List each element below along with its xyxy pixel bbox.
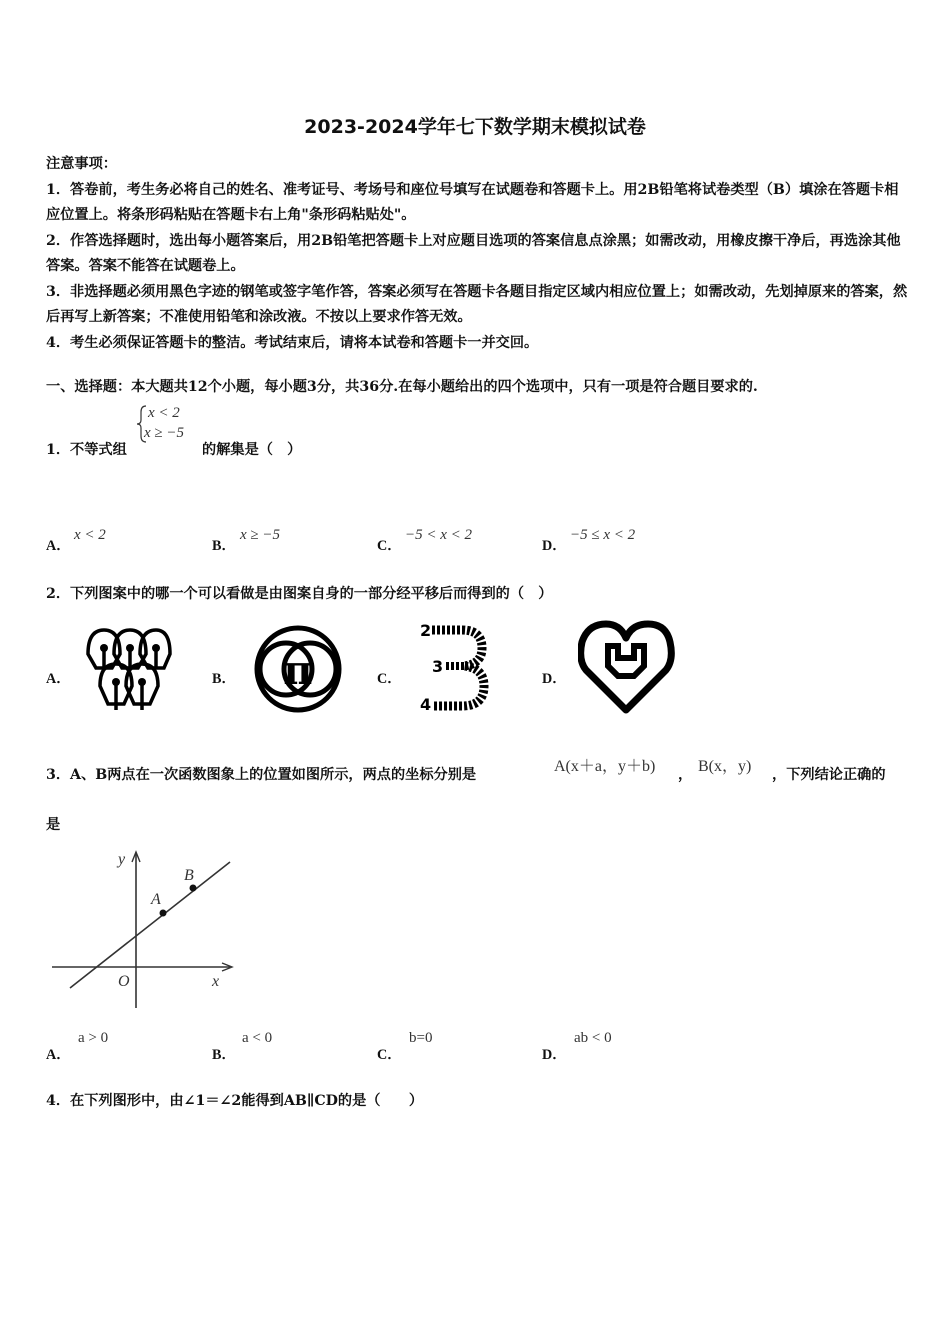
point-b-dot — [190, 885, 197, 892]
q1-option-a-label: A． — [46, 538, 71, 554]
origin-label: O — [118, 973, 130, 990]
q2-figure-b — [246, 624, 350, 714]
q2-text: 2．下列图案中的哪一个可以看做是由图案自身的一部分经平移后而得到的（ ） — [46, 586, 553, 602]
q3-graph — [50, 848, 240, 1012]
q3-prefix: 3．A、B两点在一次函数图象上的位置如图所示，两点的坐标分别是 — [46, 767, 477, 783]
q1-option-b-math: x ≥ −5 — [240, 527, 281, 543]
q2-option-d-label: D． — [542, 671, 567, 687]
q1-inequality-system — [136, 402, 200, 446]
point-a-label: A — [151, 891, 161, 908]
q3-option-d-label: D． — [542, 1047, 567, 1063]
digit-2: 2 — [420, 621, 432, 640]
q3-comma: ， — [678, 767, 693, 783]
q3-option-c-label: C． — [377, 1047, 402, 1063]
q3-point-a: A(x＋a，y＋b) — [554, 758, 656, 775]
q4-text: 4．在下列图形中，由∠1＝∠2能得到AB∥CD的是（ ） — [46, 1093, 424, 1109]
q1-option-d-math: −5 ≤ x < 2 — [570, 527, 636, 543]
q2-figure-c — [418, 620, 490, 716]
notice-item: 3．非选择题必须用黑色字迹的钢笔或签字笔作答，答案必须写在答题卡各题目指定区域内相应位置上；如需改动，先划掉原来的答案，然后再写上新答案；不准使用铅笔和涂改液。不按以上要求作答无效。 — [46, 283, 908, 325]
notice-item: 1．答卷前，考生务必将自己的姓名、准考证号、考场号和座位号填写在试题卷和答题卡上。用2B铅笔将试卷类型（B）填涂在答题卡相应位置上。将条形码粘贴在答题卡右上角"条形码粘贴处"。 — [46, 181, 899, 223]
notice-item: 2．作答选择题时，选出每小题答案后，用2B铅笔把答题卡上对应题目选项的答案信息点涂黑；如需改动，用橡皮擦干净后，再选涂其他答案。答案不能答在试题卷上。 — [46, 232, 901, 274]
q3-option-b-math: a < 0 — [242, 1030, 273, 1046]
q3-option-a-math: a > 0 — [78, 1030, 109, 1046]
q3-point-b: B(x，y) — [698, 758, 752, 775]
point-b-label: B — [184, 867, 194, 884]
q3-option-a-label: A． — [46, 1047, 71, 1063]
point-a-dot — [160, 910, 167, 917]
q1-prefix: 1．不等式组 — [46, 442, 127, 458]
q2-option-c-label: C． — [377, 671, 402, 687]
q3-option-d-math: ab < 0 — [574, 1030, 612, 1046]
q1-suffix: 的解集是（ ） — [202, 442, 302, 458]
notice-block — [46, 152, 908, 356]
digit-3: 3 — [432, 657, 444, 676]
q2-figure-d — [578, 618, 676, 716]
q1-option-d-label: D． — [542, 538, 567, 554]
q3-suffix: ，下列结论正确的 — [772, 767, 886, 783]
q1-brace-line1: x < 2 — [148, 405, 180, 421]
y-axis-label: y — [118, 851, 126, 868]
notice-heading: 注意事项： — [46, 156, 117, 172]
q1-option-c-math: −5 < x < 2 — [405, 527, 473, 543]
q1-option-b-label: B． — [212, 538, 236, 554]
q1-option-a-math: x < 2 — [74, 527, 106, 543]
q3-option-b-label: B． — [212, 1047, 236, 1063]
digit-4: 4 — [420, 695, 432, 714]
q2-option-b-label: B． — [212, 671, 236, 687]
q1-option-c-label: C． — [377, 538, 402, 554]
q3-line2: 是 — [46, 817, 61, 833]
x-axis-label: x — [212, 973, 220, 990]
q2-figure-a — [84, 624, 172, 714]
notice-item: 4．考生必须保证答题卡的整洁。考试结束后，请将本试卷和答题卡一并交回。 — [46, 334, 539, 351]
pi-symbol: π — [283, 647, 313, 694]
q2-option-a-label: A． — [46, 671, 71, 687]
section-heading: 一、选择题：本大题共12个小题，每小题3分，共36分.在每小题给出的四个选项中，只有一项是符合题目要求的. — [46, 379, 758, 395]
page-title: 2023-2024学年七下数学期末模拟试卷 — [304, 116, 646, 138]
q1-brace-line2: x ≥ −5 — [144, 425, 185, 441]
q3-option-c-math: b=0 — [409, 1030, 433, 1046]
